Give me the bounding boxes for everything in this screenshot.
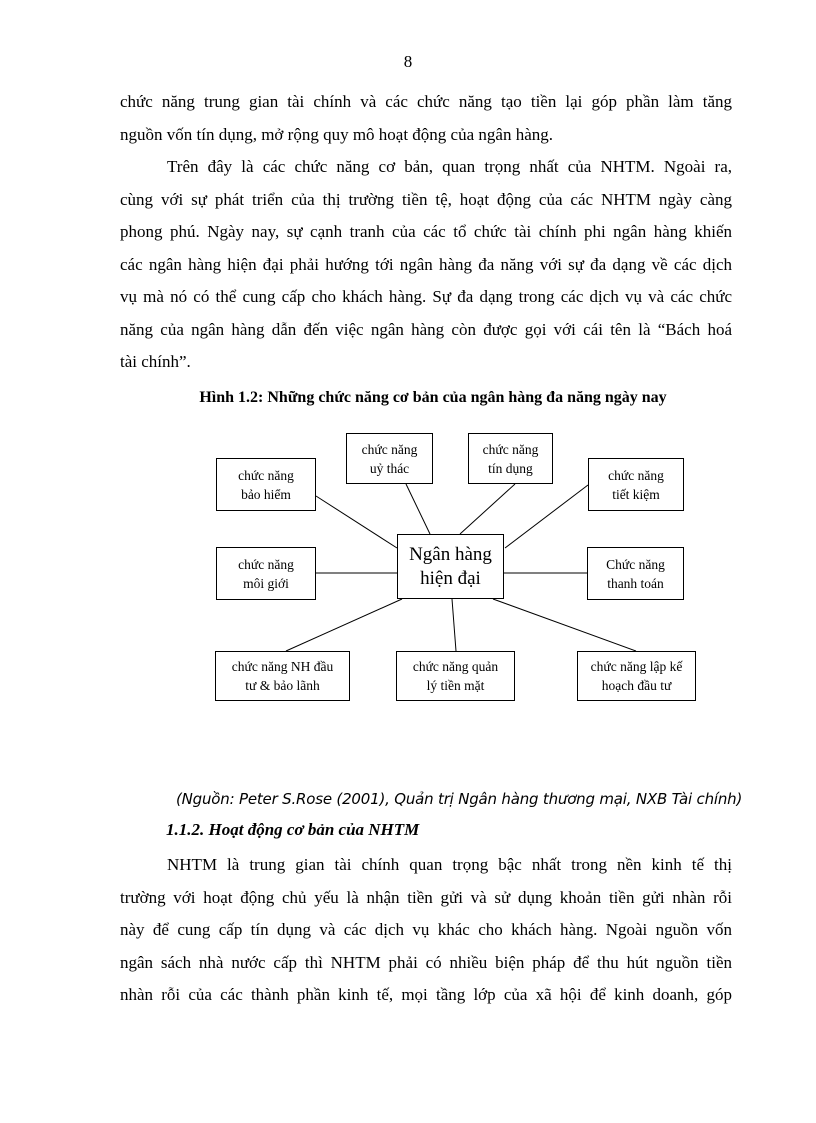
text-line: năng của ngân hàng dẫn đến việc ngân hàng còn được gọi với cái tên là “Bách hoá [120,319,732,339]
node-label: chức năng quản [412,659,499,674]
node-label: môi giới [243,575,289,591]
figure-caption: Hình 1.2: Những chức năng cơ bản của ngân hàng đa năng ngày nay [199,389,667,406]
text-line: này để cung cấp tín dụng và các dịch vụ khác cho khách hàng. Ngoài nguồn vốn [120,920,732,939]
node-uy-thac [346,433,433,484]
section-heading: 1.1.2. Hoạt động cơ bản của NHTM [166,820,420,839]
node-moi-gioi [216,547,316,600]
section-paragraph [120,849,732,1012]
node-thanh-toan [587,547,684,600]
figure-source: (Nguồn: Peter S.Rose (2001), Quản trị Ngân hàng thương mại, NXB Tài chính) [176,790,743,808]
node-bao-hiem [216,458,316,511]
text-line: cùng với sự phát triển của thị trường tiền tệ, hoạt động của các NHTM ngày càng [120,189,732,209]
node-label: chức năng [608,467,664,483]
node-label: hoạch đầu tư [601,678,672,693]
intro-paragraph [120,86,732,151]
node-label: tín dụng [488,460,533,476]
connector-line [505,485,588,548]
connector-line [286,599,402,651]
node-label: Ngân hàng [409,543,492,565]
node-label: chức năng NH đầu [231,659,334,674]
page-number: 8 [403,52,413,71]
text-line: chức năng trung gian tài chính và các chức năng tạo tiền lại góp phần làm tăng [120,92,732,111]
text-line: nhàn rỗi của các thành phần kinh tế, mọi tầng lớp của xã hội để kinh doanh, góp [120,985,732,1004]
node-label: chức năng lập kế [590,659,683,674]
connector-line [452,599,456,651]
text-line: các ngân hàng hiện đại phải hướng tới ngân hàng đa năng với sự đa dạng về các dịch [120,254,732,274]
connector-line [406,484,430,534]
node-label: tiết kiệm [612,486,660,502]
text-line: NHTM là trung gian tài chính quan trọng bậc nhất trong nền kinh tế thị [167,855,732,874]
node-label: Chức năng [606,556,665,572]
node-label: chức năng [238,556,294,572]
connector-line [493,599,636,651]
node-lap-ke-hoach [577,651,696,701]
node-dau-tu-bao-lanh [215,651,350,701]
node-quan-ly-tien-mat [396,651,515,701]
text-line: tài chính”. [120,352,191,371]
node-label: chức năng [361,441,418,457]
text-line: trường với hoạt động chủ yếu là nhận tiền gửi và sử dụng khoản tiền gửi nhàn rỗi [120,887,732,907]
text-line: phong phú. Ngày nay, sự cạnh tranh của các tổ chức tài chính phi ngân hàng khiến [120,222,732,241]
node-label: uỷ thác [369,460,410,476]
node-label: bảo hiểm [241,486,291,502]
node-label: thanh toán [607,575,664,591]
node-label: hiện đại [420,567,481,589]
node-label: lý tiền mặt [426,678,485,693]
node-label: chức năng [238,467,294,483]
node-label: tư & bảo lãnh [245,678,320,693]
text-line: ngân sách nhà nước cấp thì NHTM phải có nhiều biện pháp để thu hút nguồn tiền [120,952,732,972]
connector-line [316,496,397,548]
node-label: chức năng [482,441,539,457]
text-line: Trên đây là các chức năng cơ bản, quan trọng nhất của NHTM. Ngoài ra, [167,157,732,176]
node-tin-dung [468,433,553,484]
node-tiet-kiem [588,458,684,511]
text-line: vụ mà nó có thể cung cấp cho khách hàng. Sự đa dạng trong các dịch vụ và các chức [120,287,732,306]
node-center-ngan-hang [397,534,504,599]
body-paragraph [120,151,732,379]
text-line: nguồn vốn tín dụng, mở rộng quy mô hoạt động của ngân hàng. [120,124,553,144]
connector-line [460,484,515,534]
